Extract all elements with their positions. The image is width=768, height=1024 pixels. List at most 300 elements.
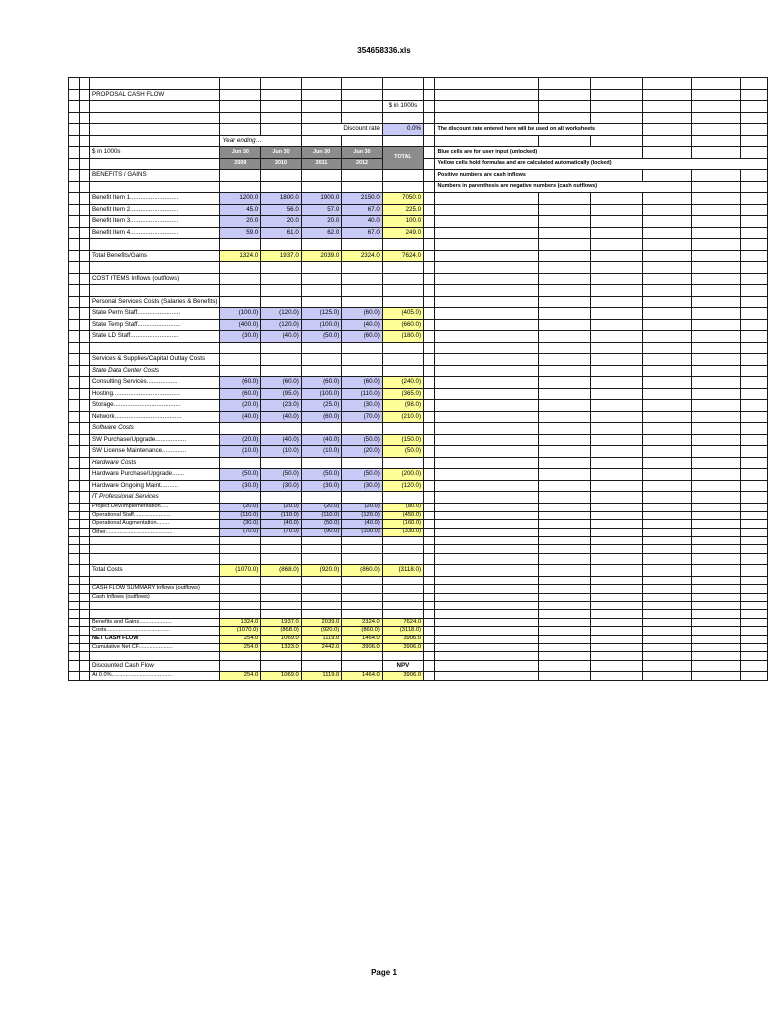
grid-cell xyxy=(692,101,741,113)
grid-cell xyxy=(69,365,80,377)
grid-cell xyxy=(69,204,80,216)
grid-cell xyxy=(382,239,423,251)
grid-cell xyxy=(539,610,591,618)
grid-cell xyxy=(342,537,383,545)
value-cell: 254.0 xyxy=(220,635,261,643)
grid-cell xyxy=(220,610,261,618)
grid-cell xyxy=(692,377,741,389)
grid-cell xyxy=(643,635,692,643)
grid-cell xyxy=(80,511,90,519)
row-label: State Temp Staff......................... xyxy=(89,319,220,331)
grid-cell xyxy=(692,331,741,343)
grid-cell xyxy=(80,528,90,536)
grid-cell xyxy=(643,365,692,377)
grid-cell xyxy=(80,434,90,446)
grid-cell xyxy=(80,331,90,343)
value-cell: 1464.0 xyxy=(342,635,383,643)
grid-cell xyxy=(424,354,435,366)
grid-cell xyxy=(539,511,591,519)
grid-cell xyxy=(424,285,435,297)
grid-cell xyxy=(69,652,80,660)
section-header: Hardware Costs xyxy=(89,457,220,469)
value-cell: 2039.0 xyxy=(301,250,342,262)
total-cell: (200.0) xyxy=(382,469,423,481)
grid-cell xyxy=(69,585,80,593)
grid-cell xyxy=(69,193,80,205)
row-label: Consulting Services.................. xyxy=(89,377,220,389)
value-cell: (868.0) xyxy=(261,565,302,577)
grid-cell xyxy=(740,610,767,618)
grid-cell xyxy=(69,434,80,446)
grid-cell xyxy=(261,124,302,136)
grid-cell xyxy=(539,101,591,113)
grid-cell xyxy=(539,457,591,469)
value-cell: 1324.0 xyxy=(220,618,261,626)
value-cell: (120.0) xyxy=(261,319,302,331)
grid-cell xyxy=(89,610,220,618)
grid-cell xyxy=(539,643,591,651)
grid-cell xyxy=(539,672,591,680)
grid-cell xyxy=(591,434,643,446)
grid-cell xyxy=(435,285,539,297)
grid-cell xyxy=(435,365,539,377)
grid-cell xyxy=(435,565,539,577)
grid-cell xyxy=(435,618,539,626)
grid-cell xyxy=(342,492,383,504)
grid-cell xyxy=(435,652,539,660)
grid-cell xyxy=(740,457,767,469)
grid-cell xyxy=(261,545,302,553)
grid-cell xyxy=(69,672,80,680)
value-cell: 2324.0 xyxy=(342,618,383,626)
grid-cell xyxy=(435,204,539,216)
grid-cell xyxy=(301,537,342,545)
grid-cell xyxy=(69,158,80,170)
grid-cell xyxy=(591,457,643,469)
grid-cell xyxy=(692,503,741,511)
grid-cell xyxy=(740,147,767,159)
summary-row xyxy=(69,627,768,635)
grid-cell xyxy=(261,112,302,124)
value-cell: (100.0) xyxy=(342,528,383,536)
grid-cell xyxy=(342,239,383,251)
section-header: COST ITEMS Inflows (outflows) xyxy=(89,273,220,285)
grid-cell xyxy=(435,273,539,285)
value-cell: (70.0) xyxy=(220,528,261,536)
grid-cell xyxy=(740,400,767,412)
value-cell: 1324.0 xyxy=(220,250,261,262)
grid-cell xyxy=(342,285,383,297)
grid-cell xyxy=(740,285,767,297)
row-label: Costs......................................... xyxy=(89,627,220,635)
grid-cell xyxy=(382,170,423,182)
value-cell: 1937.0 xyxy=(261,250,302,262)
grid-cell xyxy=(69,660,80,672)
grid-cell xyxy=(382,78,423,90)
grid-cell xyxy=(424,593,435,601)
grid-cell xyxy=(692,319,741,331)
grid-cell xyxy=(692,135,741,147)
value-cell: (50.0) xyxy=(261,469,302,481)
grid-cell xyxy=(80,308,90,320)
grid-cell xyxy=(89,285,220,297)
benefit-row xyxy=(69,227,768,239)
units-label: $ in 1000s xyxy=(89,147,220,159)
grid-cell xyxy=(591,545,643,553)
grid-cell xyxy=(424,469,435,481)
grid-cell xyxy=(591,593,643,601)
grid-cell xyxy=(692,285,741,297)
grid-cell xyxy=(591,101,643,113)
grid-cell xyxy=(261,296,302,308)
grid-cell xyxy=(301,652,342,660)
grid-cell xyxy=(220,545,261,553)
value-cell: 1900.0 xyxy=(301,193,342,205)
empty-row xyxy=(69,610,768,618)
personal-cost-row xyxy=(69,308,768,320)
grid-cell xyxy=(643,250,692,262)
grid-cell xyxy=(692,388,741,400)
section-row xyxy=(69,585,768,593)
grid-cell xyxy=(435,377,539,389)
grid-cell xyxy=(643,553,692,565)
grid-cell xyxy=(342,273,383,285)
grid-cell xyxy=(692,296,741,308)
grid-cell xyxy=(69,216,80,228)
grid-cell xyxy=(261,365,302,377)
grid-cell xyxy=(261,101,302,113)
grid-cell xyxy=(539,285,591,297)
value-cell: (100.0) xyxy=(301,388,342,400)
year-ending-row xyxy=(69,135,768,147)
grid-cell xyxy=(591,492,643,504)
grid-cell xyxy=(261,78,302,90)
it-service-cost-row xyxy=(69,503,768,511)
grid-cell xyxy=(539,308,591,320)
grid-cell xyxy=(643,239,692,251)
grid-cell xyxy=(220,537,261,545)
grid-cell xyxy=(342,78,383,90)
section-row xyxy=(69,423,768,435)
value-cell: (40.0) xyxy=(342,520,383,528)
grid-cell xyxy=(80,520,90,528)
grid-cell xyxy=(80,262,90,274)
grid-cell xyxy=(643,576,692,584)
grid-cell xyxy=(740,585,767,593)
grid-cell xyxy=(643,565,692,577)
grid-cell xyxy=(539,400,591,412)
grid-cell xyxy=(80,89,90,101)
grid-cell xyxy=(424,660,435,672)
section-header: Personal Services Costs (Salaries & Benefits) xyxy=(89,296,220,308)
grid-cell xyxy=(643,446,692,458)
grid-cell xyxy=(220,170,261,182)
value-cell: (110.0) xyxy=(342,388,383,400)
grid-cell xyxy=(342,593,383,601)
grid-cell xyxy=(591,480,643,492)
grid-cell xyxy=(692,585,741,593)
grid-cell xyxy=(69,635,80,643)
grid-cell xyxy=(424,610,435,618)
grid-cell xyxy=(342,423,383,435)
period-header: Jun 30 xyxy=(342,147,383,159)
section-header: Services & Supplies/Capital Outlay Costs xyxy=(89,354,220,366)
grid-cell xyxy=(591,565,643,577)
value-cell: (60.0) xyxy=(220,388,261,400)
grid-cell xyxy=(261,537,302,545)
grid-cell xyxy=(89,576,220,584)
grid-cell xyxy=(220,492,261,504)
value-cell: (20.0) xyxy=(261,503,302,511)
total-cell: (50.0) xyxy=(382,446,423,458)
grid-cell xyxy=(220,423,261,435)
grid-cell xyxy=(261,492,302,504)
grid-cell xyxy=(539,553,591,565)
value-cell: (50.0) xyxy=(301,331,342,343)
grid-cell xyxy=(301,342,342,354)
grid-cell xyxy=(382,537,423,545)
value-cell: (10.0) xyxy=(220,446,261,458)
grid-cell xyxy=(69,135,80,147)
grid-cell xyxy=(539,520,591,528)
grid-cell xyxy=(69,423,80,435)
grid-cell xyxy=(220,112,261,124)
grid-cell xyxy=(643,585,692,593)
grid-cell xyxy=(80,411,90,423)
grid-cell xyxy=(539,434,591,446)
total-cell: (330.0) xyxy=(382,528,423,536)
grid-cell xyxy=(424,672,435,680)
grid-cell xyxy=(591,660,643,672)
grid-cell xyxy=(591,112,643,124)
value-cell: (50.0) xyxy=(342,469,383,481)
section-header: Software Costs xyxy=(89,423,220,435)
grid-cell xyxy=(424,170,435,182)
grid-cell xyxy=(435,434,539,446)
grid-cell xyxy=(539,660,591,672)
grid-cell xyxy=(220,273,261,285)
total-cell: 3906.0 xyxy=(382,635,423,643)
section-header: Cash Inflows (outflows) xyxy=(89,593,220,601)
grid-cell xyxy=(740,135,767,147)
grid-cell xyxy=(424,585,435,593)
grid-cell xyxy=(435,610,539,618)
grid-cell xyxy=(435,602,539,610)
value-cell: (10.0) xyxy=(301,446,342,458)
grid-cell xyxy=(591,576,643,584)
grid-cell xyxy=(80,193,90,205)
grid-cell xyxy=(643,537,692,545)
grid-cell xyxy=(382,602,423,610)
grid-cell xyxy=(539,602,591,610)
grid-cell xyxy=(69,227,80,239)
grid-cell xyxy=(692,434,741,446)
row-label: State LD Staff............................ xyxy=(89,331,220,343)
grid-cell xyxy=(89,135,220,147)
total-cell: (450.0) xyxy=(382,511,423,519)
empty-row xyxy=(69,652,768,660)
grid-cell xyxy=(643,672,692,680)
value-cell: 62.0 xyxy=(301,227,342,239)
year-header: 2009 xyxy=(220,158,261,170)
grid-cell xyxy=(643,354,692,366)
grid-cell xyxy=(740,89,767,101)
total-cell: (160.0) xyxy=(382,520,423,528)
row-label: Operational Staff........................ xyxy=(89,511,220,519)
empty-row xyxy=(69,553,768,565)
grid-cell xyxy=(643,618,692,626)
grid-cell xyxy=(80,216,90,228)
grid-cell xyxy=(591,273,643,285)
grid-cell xyxy=(643,147,692,159)
grid-cell xyxy=(89,342,220,354)
grid-cell xyxy=(740,112,767,124)
value-cell: (860.0) xyxy=(342,627,383,635)
value-cell: (40.0) xyxy=(301,434,342,446)
grid-cell xyxy=(220,593,261,601)
grid-cell xyxy=(740,537,767,545)
grid-cell xyxy=(692,354,741,366)
grid-cell xyxy=(435,593,539,601)
grid-cell xyxy=(643,388,692,400)
grid-cell xyxy=(382,342,423,354)
value-cell: (20.0) xyxy=(220,400,261,412)
grid-cell xyxy=(591,78,643,90)
period-header: Jun 30 xyxy=(301,147,342,159)
grid-cell xyxy=(69,89,80,101)
grid-cell xyxy=(424,480,435,492)
grid-cell xyxy=(539,627,591,635)
grid-cell xyxy=(89,239,220,251)
value-cell: 2039.0 xyxy=(301,618,342,626)
grid-cell xyxy=(591,400,643,412)
grid-cell xyxy=(261,585,302,593)
grid-cell xyxy=(692,227,741,239)
row-label: Benefit Item 1............................ xyxy=(89,193,220,205)
grid-cell xyxy=(220,354,261,366)
grid-cell xyxy=(301,273,342,285)
grid-cell xyxy=(643,610,692,618)
grid-cell xyxy=(301,135,342,147)
row-label: Project Dev/Implementation..... xyxy=(89,503,220,511)
grid-cell xyxy=(740,593,767,601)
empty-row xyxy=(69,602,768,610)
grid-cell xyxy=(591,511,643,519)
grid-cell xyxy=(301,239,342,251)
grid-cell xyxy=(740,511,767,519)
grid-cell xyxy=(80,469,90,481)
value-cell: 2324.0 xyxy=(342,250,383,262)
grid-cell xyxy=(69,457,80,469)
grid-cell xyxy=(435,262,539,274)
grid-cell xyxy=(69,101,80,113)
grid-cell xyxy=(301,78,342,90)
grid-cell xyxy=(89,537,220,545)
summary-row xyxy=(69,635,768,643)
grid-cell xyxy=(220,89,261,101)
grid-cell xyxy=(69,124,80,136)
grid-cell xyxy=(424,553,435,565)
grid-cell xyxy=(80,388,90,400)
note-blue-cells: Blue cells are for user input (unlocked) xyxy=(435,147,643,159)
value-cell: (60.0) xyxy=(301,377,342,389)
grid-cell xyxy=(692,365,741,377)
grid-cell xyxy=(424,457,435,469)
grid-cell xyxy=(424,446,435,458)
grid-cell xyxy=(301,285,342,297)
grid-cell xyxy=(80,627,90,635)
grid-cell xyxy=(643,377,692,389)
grid-cell xyxy=(539,319,591,331)
grid-cell xyxy=(740,423,767,435)
software-cost-row xyxy=(69,434,768,446)
period-header: Jun 30 xyxy=(261,147,302,159)
grid-cell xyxy=(424,365,435,377)
grid-cell xyxy=(692,643,741,651)
grid-cell xyxy=(435,193,539,205)
grid-cell xyxy=(539,503,591,511)
grid-cell xyxy=(591,635,643,643)
grid-cell xyxy=(69,388,80,400)
grid-cell xyxy=(539,446,591,458)
grid-cell xyxy=(435,672,539,680)
value-cell: (110.0) xyxy=(261,511,302,519)
value-cell: 20.0 xyxy=(301,216,342,228)
grid-cell xyxy=(692,181,741,193)
grid-cell xyxy=(740,319,767,331)
section-row xyxy=(69,89,768,101)
grid-cell xyxy=(435,660,539,672)
grid-cell xyxy=(382,593,423,601)
units-row xyxy=(69,101,768,113)
grid-cell xyxy=(692,553,741,565)
grid-cell xyxy=(80,204,90,216)
grid-cell xyxy=(740,388,767,400)
grid-cell xyxy=(89,124,220,136)
grid-cell xyxy=(220,181,261,193)
grid-cell xyxy=(342,135,383,147)
grid-cell xyxy=(261,239,302,251)
hardware-cost-row xyxy=(69,469,768,481)
grid-cell xyxy=(342,342,383,354)
section-row xyxy=(69,492,768,504)
grid-cell xyxy=(435,239,539,251)
row-label: Benefit Item 4............................ xyxy=(89,227,220,239)
note-positive: Positive numbers are cash inflows xyxy=(435,170,643,182)
empty-row xyxy=(69,262,768,274)
grid-cell xyxy=(435,635,539,643)
grid-cell xyxy=(342,262,383,274)
grid-cell xyxy=(692,342,741,354)
grid-cell xyxy=(643,308,692,320)
grid-cell xyxy=(261,273,302,285)
grid-cell xyxy=(643,135,692,147)
data-center-cost-row xyxy=(69,400,768,412)
discount-rate-value: 0.0% xyxy=(382,124,423,136)
grid-cell xyxy=(643,296,692,308)
grid-cell xyxy=(435,112,539,124)
grid-cell xyxy=(80,423,90,435)
year-header: 2011 xyxy=(301,158,342,170)
total-cell: (80.0) xyxy=(382,503,423,511)
grid-cell xyxy=(69,618,80,626)
grid-cell xyxy=(261,610,302,618)
grid-cell xyxy=(261,660,302,672)
grid-cell xyxy=(424,520,435,528)
row-label: Total Costs xyxy=(89,565,220,577)
total-cell: 7050.0 xyxy=(382,193,423,205)
grid-cell xyxy=(261,593,302,601)
